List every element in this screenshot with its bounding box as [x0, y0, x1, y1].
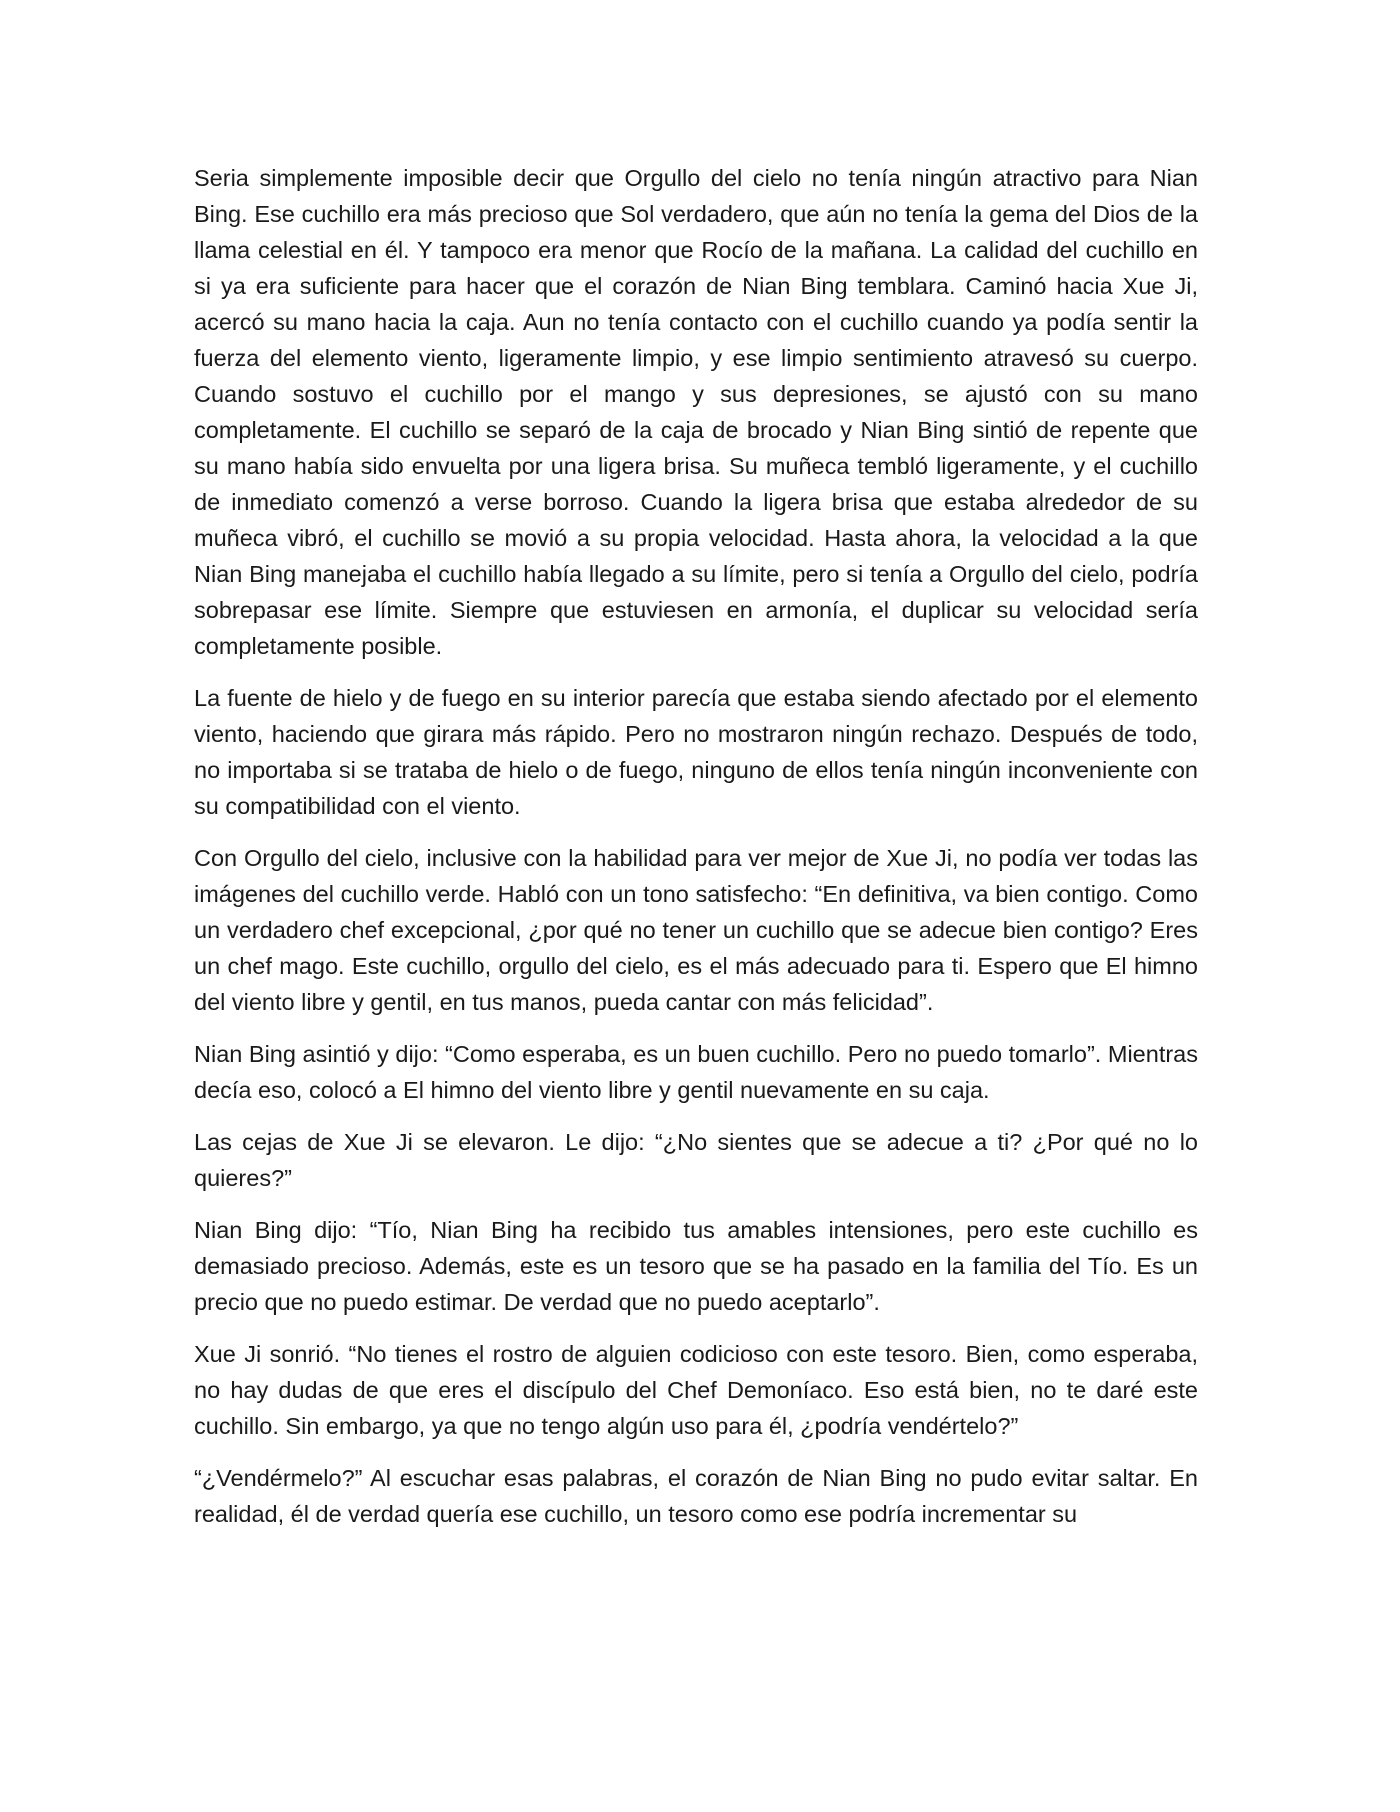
document-page — [194, 160, 1198, 1548]
paragraph: Las cejas de Xue Ji se elevaron. Le dijo: “¿No sientes que se adecue a ti? ¿Por qué no lo quieres?” — [194, 1129, 1198, 1191]
paragraph: Con Orgullo del cielo, inclusive con la habilidad para ver mejor de Xue Ji, no podía ver todas las imágenes del cuchillo verde. Habló con un tono satisfecho: “En definitiva, va bien contigo. Como un verdadero chef excepcional, ¿por qué no tener un cuchillo que se adecue bien contigo? Eres un chef mago. Este cuchillo, orgullo del cielo, es el más adecuado para ti. Espero que El himno del viento libre y gentil, en tus manos, pueda cantar con más felicidad”. — [194, 845, 1198, 1015]
paragraph: La fuente de hielo y de fuego en su interior parecía que estaba siendo afectado por el elemento viento, haciendo que girara más rápido. Pero no mostraron ningún rechazo. Después de todo, no importaba si se trataba de hielo o de fuego, ninguno de ellos tenía ningún inconveniente con su compatibilidad con el viento. — [194, 685, 1198, 819]
paragraph: Nian Bing dijo: “Tío, Nian Bing ha recibido tus amables intensiones, pero este cuchillo es demasiado precioso. Además, este es un tesoro que se ha pasado en la familia del Tío. Es un precio que no puedo estimar. De verdad que no puedo aceptarlo”. — [194, 1217, 1198, 1315]
paragraph: Xue Ji sonrió. “No tienes el rostro de alguien codicioso con este tesoro. Bien, como esperaba, no hay dudas de que eres el discípulo del Chef Demoníaco. Eso está bien, no te daré este cuchillo. Sin embargo, ya que no tengo algún uso para él, ¿podría vendértelo?” — [194, 1341, 1198, 1439]
paragraph: “¿Vendérmelo?” Al escuchar esas palabras, el corazón de Nian Bing no pudo evitar saltar. En realidad, él de verdad quería ese cuchillo, un tesoro como ese podría incrementar su — [194, 1465, 1198, 1527]
paragraph: Nian Bing asintió y dijo: “Como esperaba, es un buen cuchillo. Pero no puedo tomarlo”. Mientras decía eso, colocó a El himno del viento libre y gentil nuevamente en su caja. — [194, 1041, 1198, 1103]
paragraph: Seria simplemente imposible decir que Orgullo del cielo no tenía ningún atractivo para Nian Bing. Ese cuchillo era más precioso que Sol verdadero, que aún no tenía la gema del Dios de la llama celestial en él. Y tampoco era menor que Rocío de la mañana. La calidad del cuchillo en si ya era suficiente para hacer que el corazón de Nian Bing temblara. Caminó hacia Xue Ji, acercó su mano hacia la caja. Aun no tenía contacto con el cuchillo cuando ya podía sentir la fuerza del elemento viento, ligeramente limpio, y ese limpio sentimiento atravesó su cuerpo. Cuando sostuvo el cuchillo por el mango y sus depresiones, se ajustó con su mano completamente. El cuchillo se separó de la caja de brocado y Nian Bing sintió de repente que su mano había sido envuelta por una ligera brisa. Su muñeca tembló ligeramente, y el cuchillo de inmediato comenzó a verse borroso. Cuando la ligera brisa que estaba alrededor de su muñeca vibró, el cuchillo se movió a su propia velocidad. Hasta ahora, la velocidad a la que Nian Bing manejaba el cuchillo había llegado a su límite, pero si tenía a Orgullo del cielo, podría sobrepasar ese límite. Siempre que estuviesen en armonía, el duplicar su velocidad sería completamente posible. — [194, 165, 1198, 659]
